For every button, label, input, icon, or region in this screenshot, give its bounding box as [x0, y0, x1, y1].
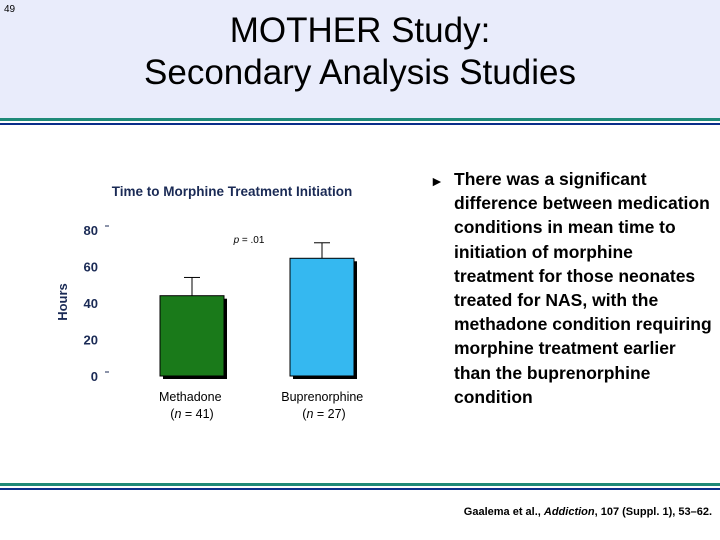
citation-details: , 107 (Suppl. 1), 53–62.: [594, 506, 712, 518]
y-tick-label: 0: [90, 369, 98, 384]
p-value-annotation: [233, 235, 265, 246]
citation-journal: Addiction: [543, 506, 595, 518]
slide-number: 49: [4, 4, 16, 15]
y-tick-label: 20: [83, 332, 98, 348]
citation: [420, 506, 712, 518]
x-tick-n: (n = 41): [170, 407, 214, 421]
y-axis-label: Hours: [55, 283, 70, 321]
bar-methadone: [160, 296, 224, 376]
slide-title-line2: Secondary Analysis Studies: [144, 53, 576, 92]
x-tick-label-buprenorphine: [281, 390, 367, 421]
citation-authors: Gaalema et al.,: [463, 506, 544, 518]
bottom-divider-teal: [0, 483, 720, 486]
triangle-right-icon: ►: [430, 173, 444, 189]
p-value-number: = .01: [239, 235, 265, 246]
bullet-text: There was a significant difference between medication conditions in mean time to initiation of morphine treatment for those neonates treated for NAS, with the methadone condition requiring morphine treatment earlier than the buprenorphine condition: [454, 169, 712, 407]
bottom-divider-navy: [0, 488, 720, 490]
y-tick-label: 40: [83, 296, 98, 311]
y-tick-label: 60: [83, 259, 98, 275]
x-tick-label-methadone: [159, 390, 225, 421]
y-tick-label: 80: [83, 223, 98, 238]
slide-title-line1: MOTHER Study:: [229, 11, 491, 50]
chart-title: Time to Morphine Treatment Initiation: [111, 184, 353, 199]
x-tick-name: Buprenorphine: [281, 390, 364, 404]
x-tick-n: (n = 27): [302, 407, 346, 421]
bar-buprenorphine: [290, 258, 354, 376]
p-value-letter: p: [233, 235, 240, 246]
x-tick-name: Methadone: [158, 390, 222, 404]
